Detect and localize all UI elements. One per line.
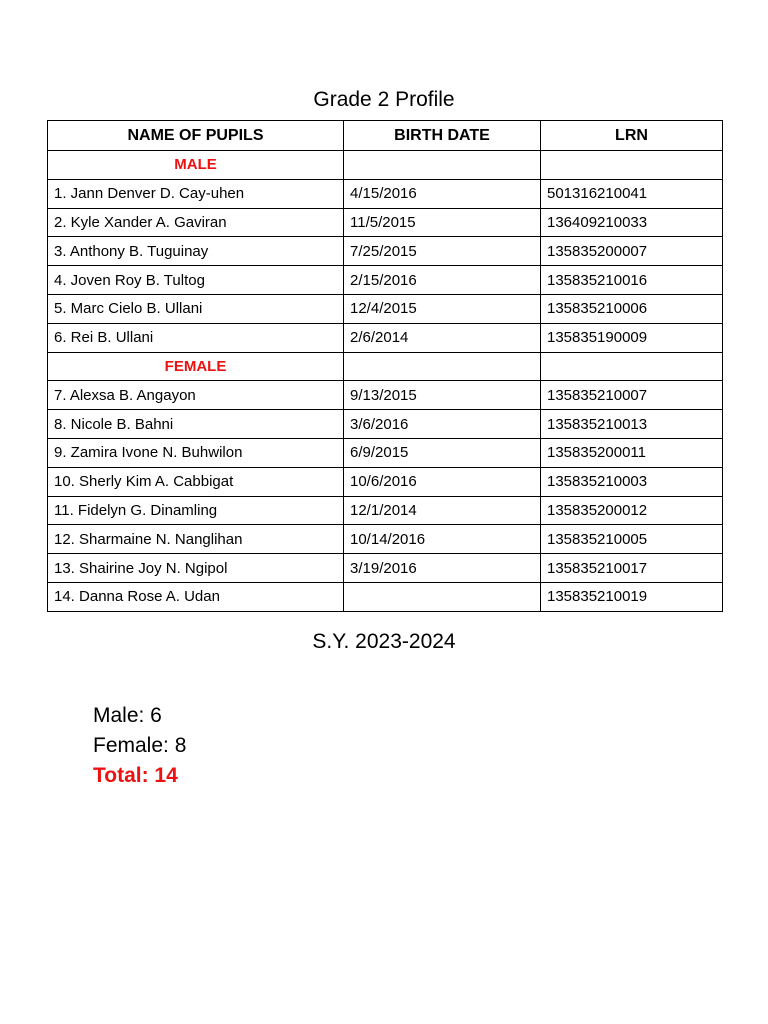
- pupil-birth-date: 3/6/2016: [344, 410, 541, 439]
- pupil-name: 13. Shairine Joy N. Ngipol: [48, 554, 344, 583]
- pupil-lrn: 135835210016: [541, 266, 723, 295]
- pupil-name: 3. Anthony B. Tuguinay: [48, 237, 344, 266]
- group-label-female: FEMALE: [48, 352, 344, 381]
- group-label-male: MALE: [48, 151, 344, 180]
- pupil-lrn: 135835210007: [541, 381, 723, 410]
- pupil-birth-date: 12/1/2014: [344, 496, 541, 525]
- pupil-name: 4. Joven Roy B. Tultog: [48, 266, 344, 295]
- pupil-lrn: 136409210033: [541, 208, 723, 237]
- male-count: Male: 6: [93, 704, 162, 727]
- pupil-lrn: 135835210013: [541, 410, 723, 439]
- table-row: [48, 208, 723, 237]
- table-row: [48, 381, 723, 410]
- pupil-birth-date: 11/5/2015: [344, 208, 541, 237]
- group-row-female: [48, 352, 723, 381]
- pupil-lrn: 135835210006: [541, 294, 723, 323]
- pupil-name: 7. Alexsa B. Angayon: [48, 381, 344, 410]
- header-birth-date: BIRTH DATE: [344, 121, 541, 151]
- table-header-row: [48, 121, 723, 151]
- table-row: [48, 525, 723, 554]
- pupil-birth-date: [344, 582, 541, 611]
- table-row: [48, 496, 723, 525]
- pupil-lrn: 135835210017: [541, 554, 723, 583]
- pupil-birth-date: 4/15/2016: [344, 179, 541, 208]
- pupil-lrn: 135835200011: [541, 438, 723, 467]
- pupil-name: 12. Sharmaine N. Nanglihan: [48, 525, 344, 554]
- pupil-lrn: 135835210019: [541, 582, 723, 611]
- table-row: [48, 237, 723, 266]
- pupil-lrn: 135835190009: [541, 323, 723, 352]
- pupil-birth-date: 12/4/2015: [344, 294, 541, 323]
- table-row: [48, 410, 723, 439]
- pupil-name: 14. Danna Rose A. Udan: [48, 582, 344, 611]
- pupil-lrn: 135835200012: [541, 496, 723, 525]
- group-row-male: [48, 151, 723, 180]
- pupil-birth-date: 2/6/2014: [344, 323, 541, 352]
- pupil-name: 1. Jann Denver D. Cay-uhen: [48, 179, 344, 208]
- pupil-name: 5. Marc Cielo B. Ullani: [48, 294, 344, 323]
- pupil-birth-date: 10/6/2016: [344, 467, 541, 496]
- pupil-birth-date: 3/19/2016: [344, 554, 541, 583]
- table-row: [48, 179, 723, 208]
- table-row: [48, 438, 723, 467]
- pupil-lrn: 501316210041: [541, 179, 723, 208]
- pupil-birth-date: 10/14/2016: [344, 525, 541, 554]
- pupil-lrn: 135835210005: [541, 525, 723, 554]
- table-row: [48, 294, 723, 323]
- pupils-table: [47, 120, 723, 612]
- pupil-name: 9. Zamira Ivone N. Buhwilon: [48, 438, 344, 467]
- header-name: NAME OF PUPILS: [48, 121, 344, 151]
- header-lrn: LRN: [541, 121, 723, 151]
- pupil-lrn: 135835200007: [541, 237, 723, 266]
- table-row: [48, 323, 723, 352]
- total-count: Total: 14: [93, 764, 178, 787]
- female-count: Female: 8: [93, 734, 187, 757]
- pupil-name: 10. Sherly Kim A. Cabbigat: [48, 467, 344, 496]
- pupil-name: 11. Fidelyn G. Dinamling: [48, 496, 344, 525]
- page-title: Grade 2 Profile: [313, 88, 455, 111]
- pupil-birth-date: 6/9/2015: [344, 438, 541, 467]
- pupil-birth-date: 2/15/2016: [344, 266, 541, 295]
- summary-counts: [93, 701, 186, 791]
- pupil-name: 2. Kyle Xander A. Gaviran: [48, 208, 344, 237]
- pupil-birth-date: 7/25/2015: [344, 237, 541, 266]
- school-year: S.Y. 2023-2024: [312, 630, 456, 653]
- table-row: [48, 467, 723, 496]
- table-row: [48, 266, 723, 295]
- table-row: [48, 554, 723, 583]
- pupil-name: 6. Rei B. Ullani: [48, 323, 344, 352]
- pupil-birth-date: 9/13/2015: [344, 381, 541, 410]
- table-row: [48, 582, 723, 611]
- pupil-lrn: 135835210003: [541, 467, 723, 496]
- pupil-name: 8. Nicole B. Bahni: [48, 410, 344, 439]
